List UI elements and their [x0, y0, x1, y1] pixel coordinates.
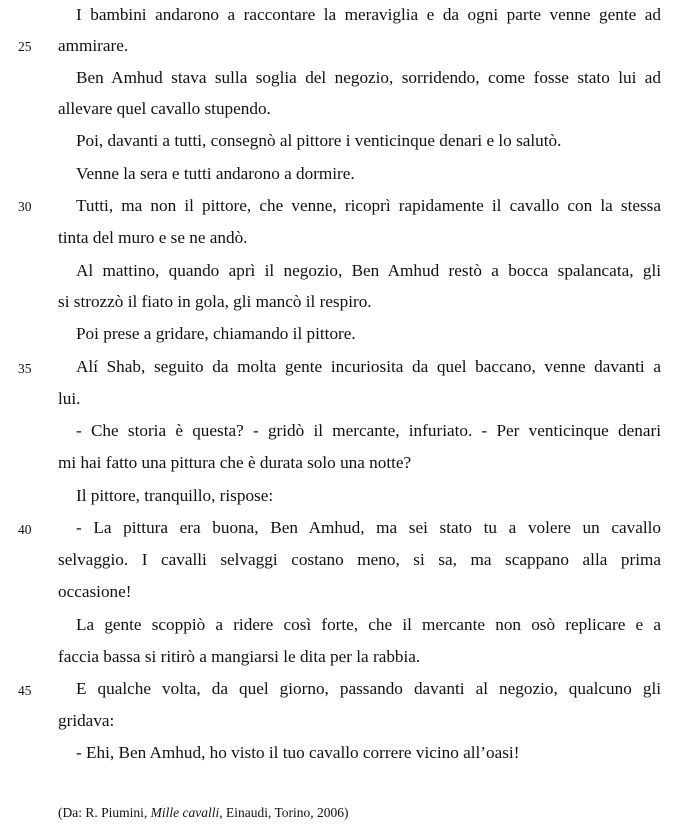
text-line: Ben Amhud stava sulla soglia del negozio, sorridendo, come fosse stato lui ad: [76, 68, 661, 87]
text-line: occasione!: [58, 582, 132, 601]
text-line: Al mattino, quando aprì il negozio, Ben Amhud restò a bocca spalancata, gli: [76, 261, 661, 280]
line-number-40: 40: [18, 522, 32, 537]
source-citation: [58, 804, 349, 822]
text-line: ammirare.: [58, 36, 129, 55]
source-suffix: , Einaudi, Torino, 2006): [219, 805, 349, 820]
text-line: selvaggio. I cavalli selvaggi costano meno, si sa, ma scappano alla prima: [58, 550, 661, 569]
text-line: mi hai fatto una pittura che è durata solo una notte?: [58, 453, 412, 472]
text-line: lui.: [58, 389, 81, 408]
line-number-35: 35: [18, 361, 32, 376]
text-line: Poi, davanti a tutti, consegnò al pittore i venticinque denari e lo salutò.: [76, 131, 562, 150]
text-line: faccia bassa si ritirò a mangiarsi le dita per la rabbia.: [58, 647, 421, 666]
line-number-25: 25: [18, 39, 32, 54]
text-line: allevare quel cavallo stupendo.: [58, 99, 271, 118]
text-line: I bambini andarono a raccontare la meraviglia e da ogni parte venne gente ad: [76, 5, 661, 24]
text-line: gridava:: [58, 711, 115, 730]
text-line: La gente scoppiò a ridere così forte, che il mercante non osò replicare e a: [76, 615, 661, 634]
source-prefix: (Da: R. Piumini,: [58, 805, 151, 820]
text-line: Alí Shab, seguito da molta gente incuriosita da quel baccano, venne davanti a: [76, 357, 661, 376]
line-number-45: 45: [18, 683, 32, 698]
text-line: E qualche volta, da quel giorno, passando davanti al negozio, qualcuno gli: [76, 679, 661, 698]
text-line: Tutti, ma non il pittore, che venne, ricoprì rapidamente il cavallo con la stessa: [76, 196, 661, 215]
line-number-30: 30: [18, 199, 32, 214]
source-book-title: Mille cavalli: [150, 805, 220, 820]
text-line: si strozzò il fiato in gola, gli mancò il respiro.: [58, 292, 372, 311]
text-line: - Ehi, Ben Amhud, ho visto il tuo cavallo correre vicino all’oasi!: [76, 743, 520, 762]
text-line: Il pittore, tranquillo, rispose:: [76, 486, 274, 505]
text-line: - La pittura era buona, Ben Amhud, ma sei stato tu a volere un cavallo: [76, 518, 661, 537]
text-line: Venne la sera e tutti andarono a dormire.: [76, 164, 355, 183]
text-line: tinta del muro e se ne andò.: [58, 228, 248, 247]
text-line: - Che storia è questa? - gridò il mercante, infuriato. - Per venticinque denari: [76, 421, 661, 440]
text-line: Poi prese a gridare, chiamando il pittore.: [76, 324, 356, 343]
